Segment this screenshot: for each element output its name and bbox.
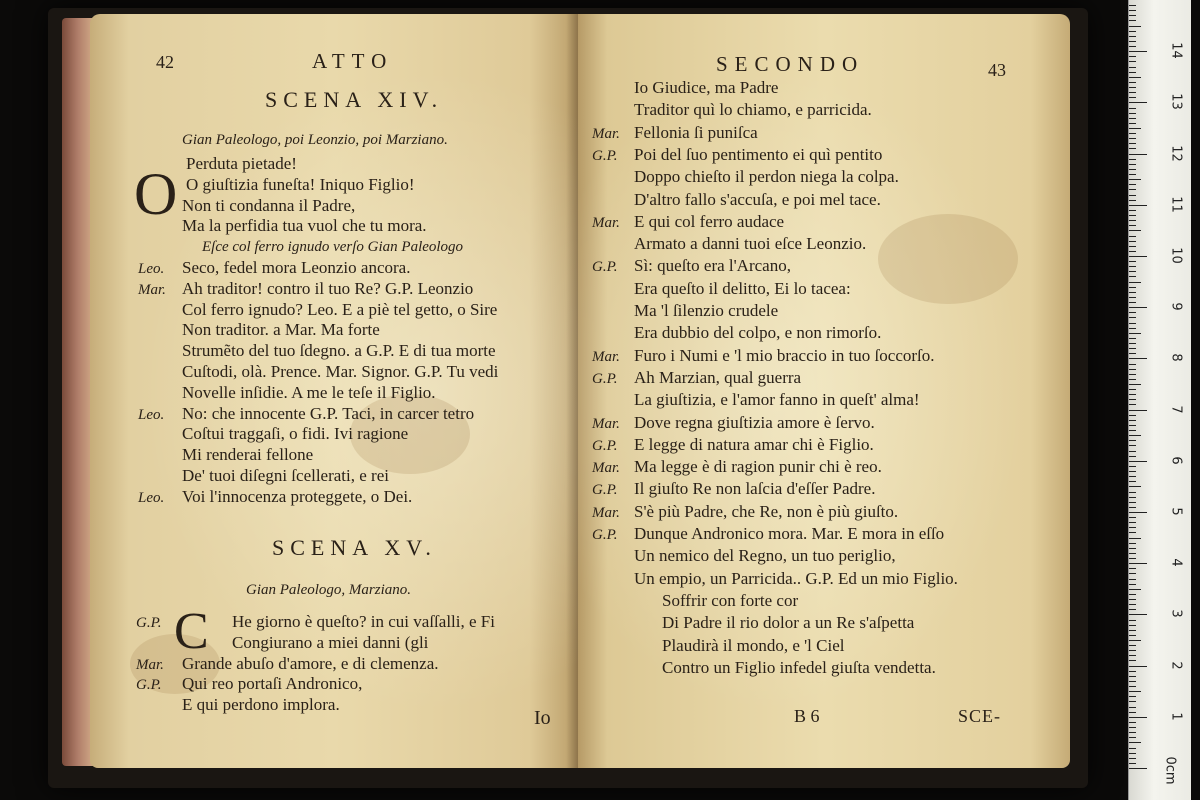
ruler-tick xyxy=(1129,435,1141,436)
ruler-tick xyxy=(1129,604,1136,605)
ruler-tick xyxy=(1129,420,1136,421)
ruler-number: 12 xyxy=(1168,144,1184,162)
speaker-label: Mar. xyxy=(136,656,164,673)
ruler-tick xyxy=(1129,292,1136,293)
ruler-tick xyxy=(1129,195,1136,196)
ruler-tick xyxy=(1129,717,1147,718)
ruler-tick xyxy=(1129,753,1136,754)
ruler-number: 14 xyxy=(1168,42,1184,59)
ruler-tick xyxy=(1129,394,1136,395)
verse-line: Ah traditor! contro il tuo Re? G.P. Leonzio xyxy=(182,278,474,298)
running-header: SECONDO xyxy=(716,52,865,76)
ruler-tick xyxy=(1129,655,1136,656)
ruler-tick xyxy=(1129,210,1136,211)
ruler-number: 6 xyxy=(1168,456,1184,465)
ruler-number: 9 xyxy=(1168,302,1184,311)
verse-line: Non traditor. a Mar. Ma forte xyxy=(182,320,380,340)
ruler-tick xyxy=(1129,589,1141,590)
speaker-label: G.P. xyxy=(592,147,618,164)
speaker-label: Mar. xyxy=(592,460,620,477)
ruler-tick xyxy=(1129,614,1147,615)
ruler-tick xyxy=(1129,297,1136,298)
ruler-tick xyxy=(1129,502,1136,503)
verse-line: S'è più Padre, che Re, non è più giuſto. xyxy=(634,501,899,521)
verse-line: Cuſtodi, olà. Prence. Mar. Signor. G.P. Tu vedi xyxy=(182,362,499,381)
ruler-tick xyxy=(1129,246,1136,247)
stage-direction: Eſce col ferro ignudo verſo Gian Paleologo xyxy=(202,239,464,256)
ruler-tick xyxy=(1129,358,1147,359)
ruler-tick xyxy=(1129,404,1136,405)
ruler-tick xyxy=(1129,169,1136,170)
ruler-tick xyxy=(1129,261,1136,262)
verse-line: D'altro fallo s'accuſa, e poi mel tace. xyxy=(634,189,881,209)
ruler-tick xyxy=(1129,389,1136,390)
ruler-number: 7 xyxy=(1168,404,1184,414)
speaker-label: Mar. xyxy=(138,281,166,298)
speaker-label: Mar. xyxy=(592,504,620,521)
speaker-label: Mar. xyxy=(592,125,620,142)
speaker-label: Leo. xyxy=(138,261,165,277)
catchword: SCE- xyxy=(958,706,1002,726)
ruler-tick xyxy=(1129,471,1136,472)
ruler-tick xyxy=(1129,650,1136,651)
ruler-tick xyxy=(1129,328,1136,329)
ruler-tick xyxy=(1129,522,1136,523)
ruler-tick xyxy=(1129,15,1136,16)
speaker-label: G.P. xyxy=(592,482,618,499)
verse-line: Strumẽto del tuo ſdegno. a G.P. E di tua morte xyxy=(182,341,496,361)
ruler-tick xyxy=(1129,220,1136,221)
speaker-label: G.P. xyxy=(136,677,162,694)
ruler-tick xyxy=(1129,640,1141,641)
page-number: 42 xyxy=(156,52,174,72)
ruler-tick xyxy=(1129,701,1136,702)
ruler-tick xyxy=(1129,317,1136,318)
ruler-tick xyxy=(1129,497,1136,498)
ruler-tick xyxy=(1129,599,1136,600)
ruler-tick xyxy=(1129,41,1136,42)
ruler-tick xyxy=(1129,72,1136,73)
ruler-tick xyxy=(1129,92,1136,93)
ruler-number: 2 xyxy=(1168,660,1184,670)
verse-line: Soffrir con forte cor xyxy=(662,590,799,610)
speaker-label: Mar. xyxy=(592,415,620,432)
ruler-tick xyxy=(1129,200,1136,201)
ruler-tick xyxy=(1129,282,1141,283)
page-number: 43 xyxy=(988,60,1006,80)
ruler-tick xyxy=(1129,594,1136,595)
speaker-label: G.P. xyxy=(592,259,618,276)
ruler-tick xyxy=(1129,425,1136,426)
scene-title: SCENA XV. xyxy=(272,535,437,560)
verse-line: Dunque Andronico mora. Mar. E mora in eſſo xyxy=(634,524,945,543)
ruler-tick xyxy=(1129,727,1136,728)
ruler-tick xyxy=(1129,691,1141,692)
verse-line: Era queſto il delitto, Ei lo tacea: xyxy=(634,278,851,298)
ruler-tick xyxy=(1129,307,1147,308)
ruler-tick xyxy=(1129,369,1136,370)
verse-line: Doppo chieſto il perdon niega la colpa. xyxy=(634,167,899,187)
ruler-tick xyxy=(1129,517,1136,518)
signature-mark: B 6 xyxy=(794,706,820,726)
ruler-tick xyxy=(1129,609,1136,610)
ruler-tick xyxy=(1129,538,1141,539)
ruler-tick xyxy=(1129,118,1136,119)
ruler-tick xyxy=(1129,410,1147,411)
verse-line: Ma 'l ſilenzio crudele xyxy=(634,301,779,320)
verse-line: Furo i Numi e 'l mio braccio in tuo ſoccorſo. xyxy=(634,345,935,365)
verse-line: Armato a danni tuoi eſce Leonzio. xyxy=(634,234,867,254)
ruler-tick xyxy=(1129,543,1136,544)
ruler-tick xyxy=(1129,26,1141,27)
verse-line: Novelle inſidie. A me le teſe il Figlio. xyxy=(182,382,436,402)
ruler-unit-label: 0cm xyxy=(1162,756,1178,785)
ruler-tick xyxy=(1129,148,1136,149)
verse-line: Non ti condanna il Padre, xyxy=(182,195,356,215)
verse-line: Contro un Figlio infedel giuſta vendetta. xyxy=(662,657,936,677)
ruler-tick xyxy=(1129,379,1136,380)
ruler-tick xyxy=(1129,164,1136,165)
ruler-tick xyxy=(1129,82,1136,83)
verse-line: O giuſtizia funeſta! Iniquo Figlio! xyxy=(186,174,415,194)
paper-stain xyxy=(878,214,1018,304)
verse-line: E qui col ferro audace xyxy=(634,211,785,231)
verse-line: Ah Marzian, qual guerra xyxy=(634,367,802,387)
ruler-tick xyxy=(1129,415,1136,416)
ruler-tick xyxy=(1129,87,1136,88)
ruler-tick xyxy=(1129,645,1136,646)
ruler-tick xyxy=(1129,51,1147,52)
speaker-label: G.P. xyxy=(136,615,162,631)
ruler-tick xyxy=(1129,205,1147,206)
ruler-tick xyxy=(1129,686,1136,687)
verse-line: Col ferro ignudo? Leo. E a piè tel getto, o Sire xyxy=(182,299,498,319)
ruler-tick xyxy=(1129,128,1141,129)
ruler-tick xyxy=(1129,174,1136,175)
verse-line: Mi renderai fellone xyxy=(182,445,314,465)
ruler-tick xyxy=(1129,579,1136,580)
ruler-tick xyxy=(1129,108,1136,109)
ruler-tick xyxy=(1129,563,1147,564)
ruler-tick xyxy=(1129,558,1136,559)
speaker-label: Mar. xyxy=(592,348,620,365)
speaker-label: G.P. xyxy=(592,370,618,387)
ruler-tick xyxy=(1129,492,1136,493)
ruler-tick xyxy=(1129,302,1136,303)
verse-line: Fellonia ſi puniſca xyxy=(634,122,758,142)
verse-line: Io Giudice, ma Padre xyxy=(634,78,779,97)
ruler-tick xyxy=(1129,625,1136,626)
ruler-tick xyxy=(1129,61,1136,62)
ruler-tick xyxy=(1129,384,1141,385)
ruler-tick xyxy=(1129,20,1136,21)
verse-line: Ma la perfidia tua vuol che tu mora. xyxy=(182,216,427,236)
verse-line: Un empio, un Parricida.. G.P. Ed un mio Figlio. xyxy=(634,568,958,588)
ruler-tick xyxy=(1129,287,1136,288)
ruler-tick xyxy=(1129,323,1136,324)
ruler-tick xyxy=(1129,635,1136,636)
ruler-tick xyxy=(1129,456,1136,457)
ruler-tick xyxy=(1129,620,1136,621)
verse-line: Perduta pietade! xyxy=(186,154,297,173)
ruler-tick xyxy=(1129,430,1136,431)
ruler-tick xyxy=(1129,113,1136,114)
ruler-tick xyxy=(1129,440,1136,441)
ruler-tick xyxy=(1129,748,1136,749)
ruler-tick xyxy=(1129,133,1136,134)
verse-line: Di Padre il rio dolor a un Re s'aſpetta xyxy=(662,613,915,633)
ruler-tick xyxy=(1129,154,1147,155)
speaker-label: Mar. xyxy=(592,214,620,231)
verse-line: Un nemico del Regno, un tuo periglio, xyxy=(634,546,896,566)
drop-cap: O xyxy=(134,161,178,227)
ruler-tick xyxy=(1129,461,1147,462)
ruler-tick xyxy=(1129,660,1136,661)
ruler-tick xyxy=(1129,584,1136,585)
ruler-tick xyxy=(1129,630,1136,631)
ruler-tick xyxy=(1129,445,1136,446)
ruler-tick xyxy=(1129,184,1136,185)
ruler-tick xyxy=(1129,271,1136,272)
ruler-tick xyxy=(1129,573,1136,574)
ruler-tick xyxy=(1129,763,1136,764)
ruler-tick xyxy=(1129,36,1136,37)
verse-line: Traditor quì lo chiamo, e parricida. xyxy=(634,100,872,120)
ruler-tick xyxy=(1129,712,1136,713)
ruler-tick xyxy=(1129,671,1136,672)
ruler-tick xyxy=(1129,737,1136,738)
ruler-tick xyxy=(1129,548,1136,549)
ruler-tick xyxy=(1129,553,1136,554)
ruler-tick xyxy=(1129,225,1136,226)
verse-line: Grande abuſo d'amore, e di clemenza. xyxy=(182,653,439,673)
ruler-tick xyxy=(1129,266,1136,267)
verse-line: Coſtui traggaſi, o fidi. Ivi ragione xyxy=(182,424,409,444)
right-page xyxy=(578,14,1070,768)
catchword: Io xyxy=(534,707,551,729)
ruler-tick xyxy=(1129,732,1136,733)
verse-line: De' tuoi diſegni ſcellerati, e rei xyxy=(182,466,389,485)
ruler-tick xyxy=(1129,768,1147,769)
verse-line: Ma legge è di ragion punir chi è reo. xyxy=(634,457,882,477)
speaker-label: Leo. xyxy=(138,406,165,423)
ruler-tick xyxy=(1129,343,1136,344)
verse-line: Dove regna giuſtizia amore è ſervo. xyxy=(634,412,875,432)
ruler-tick xyxy=(1129,97,1136,98)
ruler-tick xyxy=(1129,230,1141,231)
ruler-tick xyxy=(1129,758,1136,759)
ruler-tick xyxy=(1129,159,1136,160)
scene-characters: Gian Paleologo, Marziano. xyxy=(246,582,411,598)
ruler-tick xyxy=(1129,138,1136,139)
verse-line: Era dubbio del colpo, e non rimorſo. xyxy=(634,323,882,343)
ruler-tick xyxy=(1129,67,1136,68)
verse-line: Qui reo portaſi Andronico, xyxy=(182,674,363,694)
scene-title: SCENA XIV. xyxy=(265,87,444,112)
ruler-tick xyxy=(1129,696,1136,697)
verse-line: Il giuſto Re non laſcia d'eſſer Padre. xyxy=(634,479,876,499)
ruler-tick xyxy=(1129,399,1136,400)
ruler-tick xyxy=(1129,215,1136,216)
ruler-tick xyxy=(1129,236,1136,237)
running-header: ATTO xyxy=(312,49,394,73)
ruler-tick xyxy=(1129,512,1147,513)
ruler-number: 5 xyxy=(1168,507,1184,516)
ruler-tick xyxy=(1129,77,1141,78)
ruler-number: 10 xyxy=(1168,247,1184,264)
ruler-tick xyxy=(1129,10,1136,11)
ruler-tick xyxy=(1129,56,1136,57)
scene-characters: Gian Paleologo, poi Leonzio, poi Marziano. xyxy=(182,132,448,148)
ruler-number: 1 xyxy=(1168,712,1184,721)
ruler-tick xyxy=(1129,123,1136,124)
ruler-tick xyxy=(1129,527,1136,528)
ruler-tick xyxy=(1129,742,1141,743)
verse-line: Poi del ſuo pentimento ei quì pentito xyxy=(634,144,883,164)
ruler-number: 13 xyxy=(1168,93,1184,111)
verse-line: La giuſtizia, e l'amor fanno in queſt' alma! xyxy=(634,390,920,410)
ruler-tick xyxy=(1129,532,1136,533)
ruler-tick xyxy=(1129,102,1147,103)
ruler-tick xyxy=(1129,5,1136,6)
ruler-tick xyxy=(1129,568,1136,569)
ruler-number: 4 xyxy=(1168,558,1184,567)
speaker-label: Leo. xyxy=(138,489,165,506)
verse-line: Seco, fedel mora Leonzio ancora. xyxy=(182,258,411,277)
verse-line: No: che innocente G.P. Taci, in carcer tetro xyxy=(182,403,475,423)
verse-line: E legge di natura amar chi è Figlio. xyxy=(634,434,874,454)
measuring-ruler xyxy=(1128,0,1191,800)
ruler-tick xyxy=(1129,476,1136,477)
ruler-tick xyxy=(1129,256,1147,257)
speaker-label: G.P. xyxy=(592,527,618,543)
ruler-tick xyxy=(1129,251,1136,252)
ruler-tick xyxy=(1129,681,1136,682)
ruler-tick xyxy=(1129,707,1136,708)
verse-line: He giorno è queſto? in cui vaſſalli, e Fi xyxy=(232,612,495,631)
ruler-tick xyxy=(1129,353,1136,354)
verse-line: Congiurano a miei danni (gli xyxy=(232,632,429,652)
ruler-number: 3 xyxy=(1168,609,1184,619)
ruler-tick xyxy=(1129,143,1136,144)
verse-line: Plaudirà il mondo, e 'l Ciel xyxy=(662,635,845,655)
ruler-number: 8 xyxy=(1168,353,1184,363)
ruler-tick xyxy=(1129,276,1136,277)
ruler-tick xyxy=(1129,31,1136,32)
ruler-tick xyxy=(1129,179,1141,180)
verse-line: Voi l'innocenza proteggete, o Dei. xyxy=(182,486,413,506)
speaker-label: G.P. xyxy=(592,437,618,454)
ruler-tick xyxy=(1129,481,1136,482)
ruler-number: 11 xyxy=(1168,196,1184,213)
ruler-tick xyxy=(1129,507,1136,508)
ruler-tick xyxy=(1129,722,1136,723)
ruler-tick xyxy=(1129,338,1136,339)
ruler-tick xyxy=(1129,676,1136,677)
ruler-tick xyxy=(1129,364,1136,365)
ruler-tick xyxy=(1129,46,1136,47)
ruler-tick xyxy=(1129,466,1136,467)
drop-cap: C xyxy=(174,603,209,660)
ruler-tick xyxy=(1129,312,1136,313)
ruler-tick xyxy=(1129,374,1136,375)
ruler-tick xyxy=(1129,333,1141,334)
ruler-tick xyxy=(1129,241,1136,242)
verse-line: E qui perdono implora. xyxy=(182,695,340,715)
verse-line: Sì: queſto era l'Arcano, xyxy=(634,256,791,276)
ruler-tick xyxy=(1129,451,1136,452)
ruler-tick xyxy=(1129,666,1147,667)
left-page xyxy=(90,14,578,768)
ruler-tick xyxy=(1129,348,1136,349)
ruler-tick xyxy=(1129,486,1141,487)
ruler-tick xyxy=(1129,189,1136,190)
